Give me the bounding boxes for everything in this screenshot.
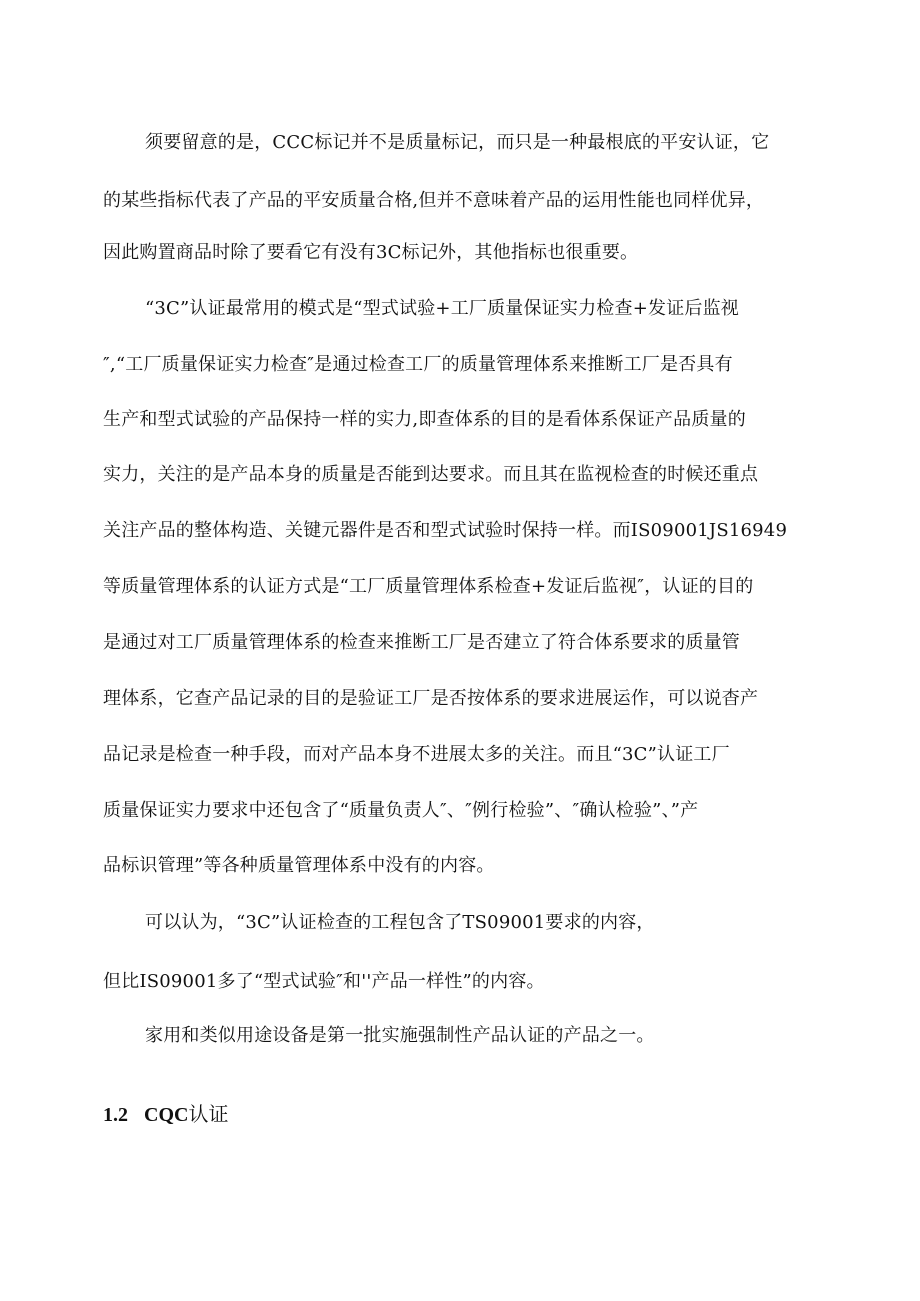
paragraph-1-line-1: 须要留意的是，CCC标记并不是质量标记，而只是一种最根底的平安认证，它: [145, 132, 770, 153]
paragraph-2-line-9: 品记录是检查一种手段，而对产品本身不进展太多的关注。而且“3C”认证工厂: [103, 744, 730, 765]
paragraph-2-line-6: 等质量管理体系的认证方式是“工厂质量管理体系检查+发证后监视″，认证的目的: [103, 576, 754, 597]
section-heading: [103, 1101, 228, 1128]
paragraph-2-line-4: 实力，关注的是产品本身的质量是否能到达要求。而且其在监视检查的时候还重点: [103, 464, 759, 485]
section-title-latin: CQC: [144, 1104, 189, 1126]
paragraph-4-line-1: 家用和类似用途设备是第一批实施强制性产品认证的产品之一。: [145, 1025, 655, 1046]
paragraph-2-line-2: ″,“工厂质量保证实力检查″是通过检查工厂的质量管理体系来推断工厂是否具有: [103, 354, 733, 375]
paragraph-2-line-3: 生产和型式试验的产品保持一样的实力,即查体系的目的是看体系保证产品质量的: [103, 409, 746, 430]
paragraph-1-line-3: 因此购置商品时除了要看它有没有3C标记外，其他指标也很重要。: [103, 242, 639, 263]
paragraph-3-line-2: 但比IS09001多了“型式试验″和''产品一样性”的内容。: [103, 971, 545, 992]
paragraph-2-line-10: 质量保证实力要求中还包含了“质量负责人″、″例行检验”、″确认检验”、”产: [103, 800, 699, 821]
paragraph-2-line-5: 关注产品的整体构造、关键元器件是否和型式试验时保持一样。而IS09001JS16949: [103, 520, 788, 541]
paragraph-2-line-11: 品标识管理”等各种质量管理体系中没有的内容。: [103, 855, 495, 876]
paragraph-2-line-8: 理体系，它查产品记录的目的是验证工厂是否按体系的要求进展运作，可以说杳产: [103, 688, 759, 709]
paragraph-3-line-1: 可以认为，“3C”认证检查的工程包含了TS09001要求的内容，: [145, 912, 655, 933]
paragraph-2-line-7: 是通过对工厂质量管理体系的检查来推断工厂是否建立了符合体系要求的质量管: [103, 632, 740, 653]
paragraph-2-line-1: “3C”认证最常用的模式是“型式试验+工厂质量保证实力检查+发证后监视: [145, 298, 739, 319]
section-number: 1.2: [103, 1104, 128, 1126]
paragraph-1-line-2: 的某些指标代表了产品的平安质量合格,但并不意味着产品的运用性能也同样优异，: [103, 190, 765, 211]
section-title-chinese: 认证: [188, 1102, 229, 1126]
